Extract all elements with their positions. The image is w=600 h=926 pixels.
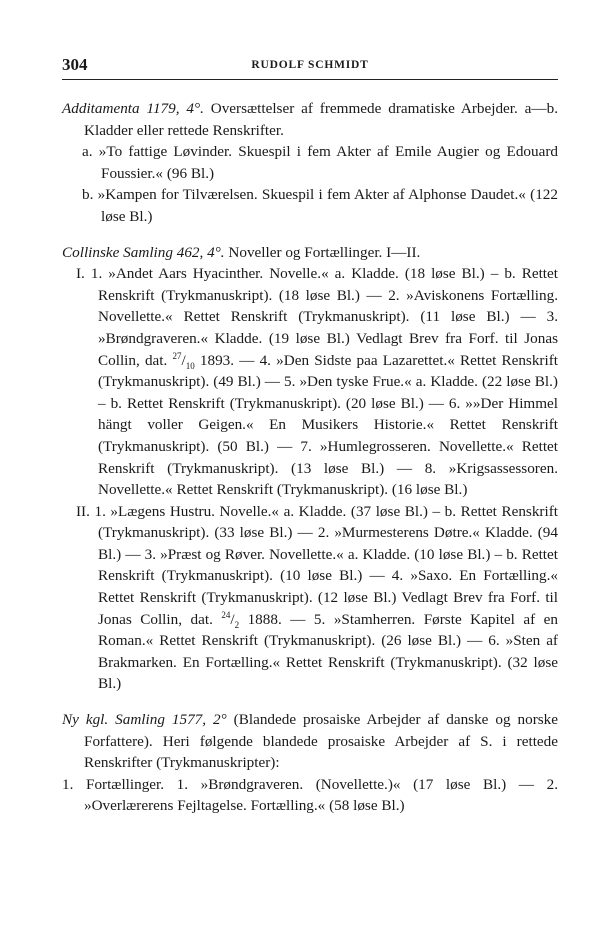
- entry-part-two: II. 1. »Lægens Hustru. Novelle.« a. Kladde. (37 løse Bl.) – b. Rettet Renskrift (Trykmanuskript). (33 løse Bl.) — 2. »Murmesterens Døtre.« Kladde. (94 Bl.) — 3. »Præst og Røver. Novellette.« a. Kladde. (10 løse Bl.) – b. Rettet Renskrift (Trykmanuskript). (10 løse Bl.) — 4. »Saxo. En Fortælling.« Rettet Renskrift (Trykmanuskript). (12 løse Bl.) Vedlagt Brev fra Forf. til Jonas Collin, dat. $^{24}/_2$ 1888. — 5. »Stamherren. Første Kapitel af en Roman.« Rettet Renskrift (Trykmanuskript). (26 løse Bl.) — 6. »Sten af Brakmarken. En Fortælling.« Rettet Renskrift (Trykmanuskript). (32 løse Bl.): [76, 502, 558, 693]
- running-title: RUDOLF SCHMIDT: [251, 59, 369, 71]
- page-header: [62, 55, 558, 80]
- catalog-content: [62, 98, 558, 831]
- entry-title: Collinske Samling 462, 4°.: [62, 243, 225, 261]
- entry-description: Noveller og Fortællinger. I—II.: [228, 243, 421, 261]
- entry-heading: [62, 709, 558, 774]
- catalog-entry-ny-kgl-samling: [62, 709, 558, 817]
- entry-heading: [62, 242, 558, 264]
- page-number: 304: [62, 55, 88, 74]
- entry-title: Additamenta 1179, 4°.: [62, 100, 204, 117]
- part-text: I. 1. »Andet Aars Hyacinther. Novelle.« a. Kladde. (18 løse Bl.) – b. Rettet Renskrift (Trykmanuskript). (18 løse Bl.) — 2. »Aviskonens Fortælling. Novellette.« Rettet Renskrift (Trykmanuskript). (11 løse Bl.) — 3. »Brøndgraveren.« Kladde. (19 løse Bl.) Vedlagt Brev fra Forf. til Jonas Collin, dat.: [76, 265, 558, 369]
- entry-heading: [62, 98, 558, 141]
- catalog-entry-collinske: [62, 242, 558, 695]
- entry-item: 1. Fortællinger. 1. »Brøndgraveren. (Novellette.)« (17 løse Bl.) — 2. »Overlærerens Fejltagelse. Fortælling.« (58 løse Bl.): [62, 775, 558, 815]
- part-text: II. 1. »Lægens Hustru. Novelle.« a. Kladde. (37 løse Bl.) – b. Rettet Renskrift (Trykmanuskript). (33 løse Bl.) — 2. »Murmesterens Døtre.« Kladde. (94 Bl.) — 3. »Præst og Røver. Novellette.« a. Kladde. (10 løse Bl.) – b. Rettet Renskrift (Trykmanuskript). (10 løse Bl.) — 4. »Saxo. En Fortælling.« Rettet Renskrift (Trykmanuskript). (12 løse Bl.) Vedlagt Brev fra Forf. til Jonas Collin, dat.: [76, 502, 558, 628]
- part-text: 1893. — 4. »Den Sidste paa Lazarettet.« Rettet Renskrift (Trykmanuskript). (49 Bl.) — 5. »Den tyske Frue.« a. Kladde. (22 løse Bl.) – b. Rettet Renskrift (Trykmanuskript). (20 løse Bl.) — 6. »»Der Himmel hängt voller Geigen.« En Musikers Historie.« Rettet Renskrift (Trykmanuskript). (50 Bl.) — 7. »Humlegrosseren. Novellette.« Rettet Renskrift (Trykmanuskript). (13 løse Bl.) — 8. »Krigsassessoren. Novellette.« Rettet Renskrift (Trykmanuskript). (16 løse Bl.): [98, 351, 558, 499]
- entry-title: Ny kgl. Samling 1577, 2°: [62, 711, 227, 729]
- date-month: 10: [185, 360, 195, 371]
- catalog-entry-additamenta: [62, 98, 558, 228]
- date-day: 24: [221, 609, 231, 620]
- entry-description: Oversættelser af fremmede dramatiske Arbejder. a—b. Kladder eller rettede Renskrifter.: [84, 100, 559, 139]
- date-month: 2: [234, 619, 240, 630]
- entry-item-a: a. »To fattige Løvinder. Skuespil i fem Akter af Emile Augier og Edouard Foussier.« (96 Bl.): [82, 143, 558, 182]
- date-day: 27: [172, 350, 182, 361]
- entry-item-b: b. »Kampen for Tilværelsen. Skuespil i fem Akter af Alphonse Daudet.« (122 løse Bl.): [82, 186, 558, 225]
- entry-part-one: I. 1. »Andet Aars Hyacinther. Novelle.« a. Kladde. (18 løse Bl.) – b. Rettet Renskrift (Trykmanuskript). (18 løse Bl.) — 2. »Aviskonens Fortælling. Novellette.« Rettet Renskrift (Trykmanuskript). (11 løse Bl.) — 3. »Brøndgraveren.« Kladde. (19 løse Bl.) Vedlagt Brev fra Forf. til Jonas Collin, dat. $^{27}/_{10}$ 1893. — 4. »Den Sidste paa Lazarettet.« Rettet Renskrift (Trykmanuskript). (49 Bl.) — 5. »Den tyske Frue.« a. Kladde. (22 løse Bl.) – b. Rettet Renskrift (Trykmanuskript). (20 løse Bl.) — 6. »»Der Himmel hängt voller Geigen.« En Musikers Historie.« Rettet Renskrift (Trykmanuskript). (50 Bl.) — 7. »Humlegrosseren. Novellette.« Rettet Renskrift (Trykmanuskript). (13 løse Bl.) — 8. »Krigsassessoren. Novellette.« Rettet Renskrift (Trykmanuskript). (16 løse Bl.): [76, 265, 558, 499]
- entry-description: (Blandede prosaiske Arbejder af danske og norske Forfattere). Heri følgende blandede prosaiske Arbejder af S. i rettede Renskrifter (Trykmanuskripter):: [84, 711, 559, 772]
- part-text: 1888. — 5. »Stamherren. Første Kapitel af en Roman.« Rettet Renskrift (Trykmanuskript). (26 løse Bl.) — 6. »Sten af Brakmarken. En Fortælling.« Rettet Renskrift (Trykmanuskript). (32 løse Bl.): [98, 610, 558, 693]
